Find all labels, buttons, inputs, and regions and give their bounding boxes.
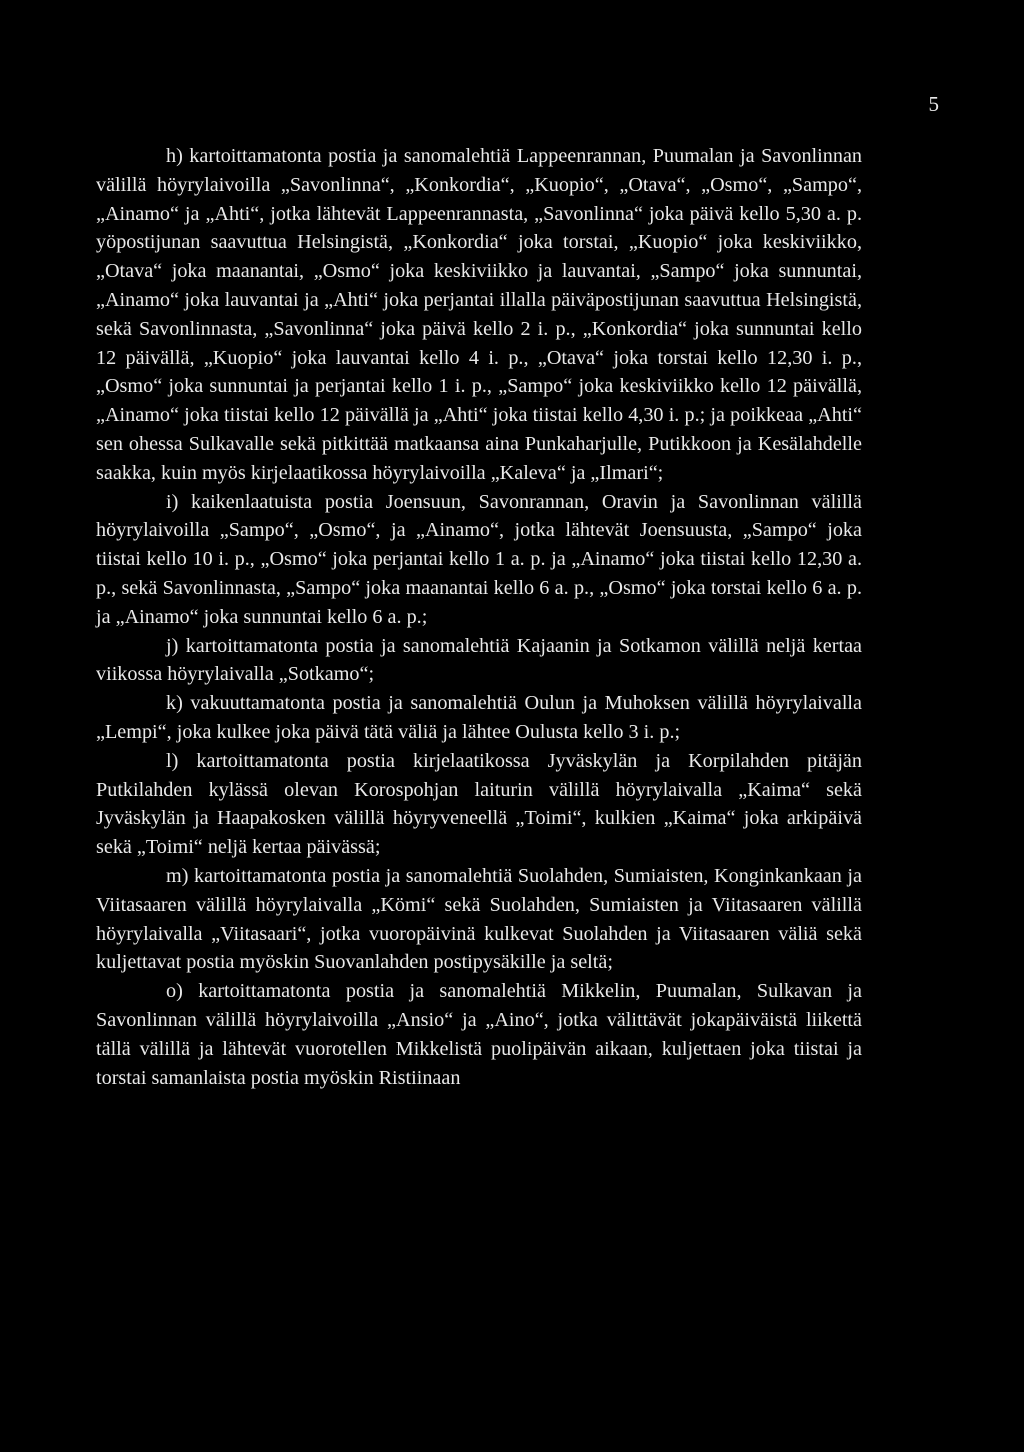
- paragraph-h: [96, 142, 862, 488]
- paragraph-j-text: j) kartoittamatonta postia ja sanomalehtiä Kajaanin ja Sotkamon välillä neljä kertaa viikossa höyrylaivalla „Sotkamo“;: [96, 634, 862, 686]
- paragraph-m: [96, 862, 862, 977]
- paragraph-o-text: o) kartoittamatonta postia ja sanomalehtiä Mikkelin, Puumalan, Sulkavan ja Savonlinnan välillä höyrylaivoilla „Ansio“ ja „Aino“, jotka välittävät jokapäiväistä liikettä tällä välillä ja lähtevät vuorotellen Mikkelistä puolipäivän aikaan, kuljettaen joka tiistai ja torstai samanlaista postia myöskin Ristiinaan: [96, 980, 862, 1089]
- paragraph-l: [96, 747, 862, 862]
- paragraph-j: [96, 632, 862, 690]
- paragraph-k-text: k) vakuuttamatonta postia ja sanomalehtiä Oulun ja Muhoksen välillä höyrylaivalla „Lempi“, joka kulkee joka päivä tätä väliä ja lähtee Oulusta kello 3 i. p.;: [96, 692, 862, 743]
- paragraph-l-text: l) kartoittamatonta postia kirjelaatikossa Jyväskylän ja Korpilahden pitäjän Putkilahden kylässä olevan Korospohjan laiturin välillä höyrylaivalla „Kaima“ sekä Jyväskylän ja Haapakosken välillä höyryveneellä „Toimi“, kulkien „Kaima“ joka arkipäivä sekä „Toimi“ neljä kertaa päivässä;: [96, 749, 862, 859]
- paragraph-i-text: i) kaikenlaatuista postia Joensuun, Savonrannan, Oravin ja Savonlinnan välillä höyrylaivoilla „Sampo“, „Osmo“, ja „Ainamo“, jotka lähtevät Joensuusta, „Sampo“ joka tiistai kello 10 i. p., „Osmo“ joka perjantai kello 1 a. p. ja „Ainamo“ joka tiistai kello 12,30 a. p., sekä Savonlinnasta, „Sampo“ joka maanantai kello 6 a. p., „Osmo“ joka torstai kello 6 a. p. ja „Ainamo“ joka sunnuntai kello 6 a. p.;: [96, 490, 862, 628]
- body-text: [96, 142, 862, 1092]
- page-number: 5: [928, 92, 940, 116]
- paragraph-i: [96, 488, 862, 632]
- paragraph-m-text: m) kartoittamatonta postia ja sanomalehtiä Suolahden, Sumiaisten, Konginkankaan ja Viitasaaren välillä höyrylaivalla „Kömi“ sekä Suolahden, Sumiaisten ja Viitasaaren välillä höyrylaivalla „Viitasaari“, jotka vuoropäivinä kulkevat Suolahden ja Viitasaaren väliä sekä kuljettavat postia myöskin Suovanlahden postipysäkille ja seltä;: [96, 864, 862, 974]
- paragraph-h-text: h) kartoittamatonta postia ja sanomalehtiä Lappeenrannan, Puumalan ja Savonlinnan välillä höyrylaivoilla „Savonlinna“, „Konkordia“, „Kuopio“, „Otava“, „Osmo“, „Sampo“, „Ainamo“ ja „Ahti“, jotka lähtevät Lappeenrannasta, „Savonlinna“ joka päivä kello 5,30 a. p. yöpostijunan saavuttua Helsingistä, „Konkordia“ joka torstai, „Kuopio“ joka keskiviikko, „Otava“ joka maanantai, „Osmo“ joka keskiviikko ja lauvantai, „Sampo“ joka sunnuntai, „Ainamo“ joka lauvantai ja „Ahti“ joka perjantai illalla päiväpostijunan saavuttua Helsingistä, sekä Savonlinnasta, „Savonlinna“ joka päivä kello 2 i. p., „Konkordia“ joka sunnuntai kello 12 päivällä, „Kuopio“ joka lauvantai kello 4 i. p., „Otava“ joka torstai kello 12,30 i. p., „Osmo“ joka sunnuntai ja perjantai kello 1 i. p., „Sampo“ joka keskiviikko kello 12 päivällä, „Ainamo“ joka tiistai kello 12 päivällä ja „Ahti“ joka tiistai kello 4,30 i. p.; ja poikkeaa „Ahti“ sen ohessa Sulkavalle sekä pitkittää matkaansa aina Punkaharjulle, Putikkoon ja Kesälahdelle saakka, kuin myös kirjelaatikossa höyrylaivoilla „Kaleva“ ja „Ilmari“;: [96, 145, 862, 484]
- paragraph-k: [96, 689, 862, 747]
- paragraph-o: [96, 977, 862, 1092]
